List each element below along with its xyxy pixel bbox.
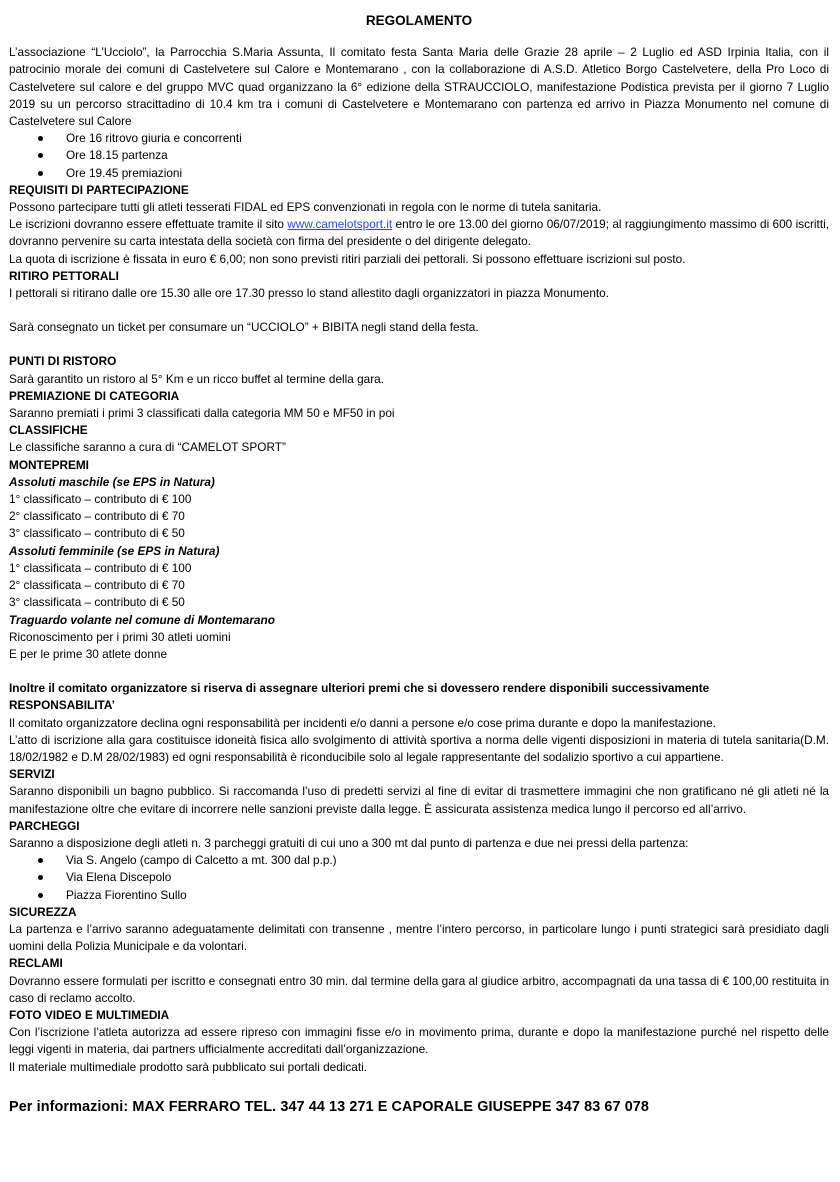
requisiti-p2-before: Le iscrizioni dovranno essere effettuate tramite il sito [9, 217, 288, 232]
foto-heading: FOTO VIDEO E MULTIMEDIA [9, 1007, 170, 1022]
requisiti-p2-after: entro le ore 13.00 del giorno 06/07/2019; al raggiungimento massimo di 600 iscritti, dovranno pervenire su carta intestata della società con firma del presidente o del dirigente delegato. [9, 217, 829, 249]
montepremi-heading: MONTEPREMI [9, 457, 89, 472]
parking-item: Piazza Fiorentino Sullo [66, 887, 829, 904]
schedule-item: Ore 19.45 premiazioni [66, 165, 829, 182]
intro-paragraph: L’associazione “L’Ucciolo”, la Parrocchia S.Maria Assunta, Il comitato festa Santa Maria delle Grazie 28 aprile – 2 Luglio ed ASD Irpinia Italia, con il patrocinio morale dei comuni di Castelvetere sul Calore e Montemarano , con la collaborazione di A.S.D. Atletico Borgo Castelvetere, della Pro Loco di Castelvetere sul calore e del gruppo MVC quad organizzano la 6° edizione della STRAUCCIOLO, manifestazione Podistica prevista per il giorno 7 Luglio 2019 su un percorso stracittadino di 10.4 km tra i comuni di Castelvetere e Montemarano con partenza ed arrivo in Piazza Monumento nel comune di Castelvetere sul Calore [9, 45, 829, 129]
servizi-heading: SERVIZI [9, 767, 55, 782]
ritiro-heading: RITIRO PETTORALI [9, 268, 119, 283]
schedule-list [9, 130, 829, 182]
sicurezza-heading: SICUREZZA [9, 904, 77, 919]
classifiche-p1: Le classifiche saranno a cura di “CAMELOT SPORT” [9, 440, 286, 455]
schedule-item: Ore 16 ritrovo giuria e concorrenti [66, 130, 829, 147]
spacer [9, 663, 829, 680]
female-prizes-heading: Assoluti femminile (se EPS in Natura) [9, 543, 220, 558]
traguardo-line: E per le prime 30 atlete donne [9, 646, 168, 661]
responsabilita-p2: L’atto di iscrizione alla gara costituisce idoneità fisica allo svolgimento di attività sportiva a norma delle vigenti disposizioni in materia di tutela sanitaria(D.M. 18/02/1982 e D.M 28/02/1983) ed ogni responsabilità è riconducibile solo al legale rappresentante del sodalizio sportivo a cui appartiene. [9, 732, 829, 764]
parking-item: Via Elena Discepolo [66, 869, 829, 886]
foto-p1: Con l’iscrizione l’atleta autorizza ad essere ripreso con immagini fisse e/o in movimento prima, durante e dopo la manifestazione purché nel rispetto delle leggi vigenti in materia, dai partners ufficialmente accreditati dall’organizzazione. [9, 1025, 829, 1057]
parcheggi-heading: PARCHEGGI [9, 818, 80, 833]
contact-footer: Per informazioni: MAX FERRARO TEL. 347 44 13 271 E CAPORALE GIUSEPPE 347 83 67 078 [9, 1098, 650, 1115]
parcheggi-p1: Saranno a disposizione degli atleti n. 3 parcheggi gratuiti di cui uno a 300 mt dal punto di partenza e due nei pressi della partenza: [9, 835, 689, 850]
premiazione-p1: Saranno premiati i primi 3 classificati dalla categoria MM 50 e MF50 in poi [9, 406, 395, 421]
parking-item: Via S. Angelo (campo di Calcetto a mt. 300 dal p.p.) [66, 852, 829, 869]
document-title: REGOLAMENTO [365, 13, 473, 28]
camelotsport-link[interactable]: www.camelotsport.it [287, 217, 393, 232]
sicurezza-p1: La partenza e l’arrivo saranno adeguatamente delimitati con transenne , mentre l’intero percorso, in particolare lungo i punti strategici sarà presidiato dagli uomini della Polizia Municipale e da volontari. [9, 921, 829, 954]
traguardo-line: Riconoscimento per i primi 30 atleti uomini [9, 629, 231, 644]
parking-list [9, 852, 829, 904]
responsabilita-p1: Il comitato organizzatore declina ogni responsabilità per incidenti e/o danni a persone e/o cose prima durante e dopo la manifestazione. [9, 715, 716, 730]
spacer [9, 302, 829, 319]
reclami-p1: Dovranno essere formulati per iscritto e consegnati entro 30 min. dal termine della gara al giudice arbitro, accompagnati da una tassa di € 100,00 restituita in caso di reclamo accolto. [9, 973, 829, 1005]
requisiti-p1: Possono partecipare tutti gli atleti tesserati FIDAL ed EPS convenzionati in regola con le norme di tutela sanitaria. [9, 200, 602, 215]
male-prize: 1° classificato – contributo di € 100 [9, 492, 192, 507]
classifiche-heading: CLASSIFICHE [9, 423, 88, 438]
schedule-item: Ore 18.15 partenza [66, 147, 829, 164]
spacer [9, 336, 829, 353]
requisiti-p3: La quota di iscrizione è fissata in euro € 6,00; non sono previsti ritiri parziali dei pettorali. Si possono effettuare iscrizioni sul posto. [9, 251, 686, 266]
ristoro-p1: Sarà garantito un ristoro al 5° Km e un ricco buffet al termine della gara. [9, 371, 384, 386]
riserva-note: Inoltre il comitato organizzatore si riserva di assegnare ulteriori premi che si dovessero rendere disponibili successivamente [9, 681, 710, 696]
foto-p2: Il materiale multimediale prodotto sarà pubblicato sui portali dedicati. [9, 1059, 368, 1074]
female-prize: 1° classificata – contributo di € 100 [9, 560, 192, 575]
ritiro-p1: I pettorali si ritirano dalle ore 15.30 alle ore 17.30 presso lo stand allestito dagli organizzatori in piazza Monumento. [9, 286, 610, 301]
premiazione-heading: PREMIAZIONE DI CATEGORIA [9, 388, 180, 403]
ritiro-p2: Sarà consegnato un ticket per consumare un “UCCIOLO” + BIBITA negli stand della festa. [9, 320, 479, 335]
responsabilita-heading: RESPONSABILITA’ [9, 698, 115, 713]
female-prize: 2° classificata – contributo di € 70 [9, 578, 185, 593]
male-prizes-heading: Assoluti maschile (se EPS in Natura) [9, 474, 215, 489]
requisiti-p2 [9, 216, 829, 250]
male-prize: 2° classificato – contributo di € 70 [9, 509, 185, 524]
ristoro-heading: PUNTI DI RISTORO [9, 354, 117, 369]
female-prize: 3° classificata – contributo di € 50 [9, 595, 185, 610]
male-prize: 3° classificato – contributo di € 50 [9, 526, 185, 541]
servizi-p1: Saranno disponibili un bagno pubblico. Si raccomanda l’uso di predetti servizi al fine di evitar di trasmettere immagini che non gratificano né gli atleti né la manifestazione oltre che evitare di incorrere nelle sanzioni previste dalla legge. È assicurata assistenza medica lungo il percorso ed all’arrivo. [9, 784, 829, 816]
requisiti-heading: REQUISITI DI PARTECIPAZIONE [9, 182, 189, 197]
traguardo-heading: Traguardo volante nel comune di Montemarano [9, 612, 275, 627]
reclami-heading: RECLAMI [9, 956, 63, 971]
